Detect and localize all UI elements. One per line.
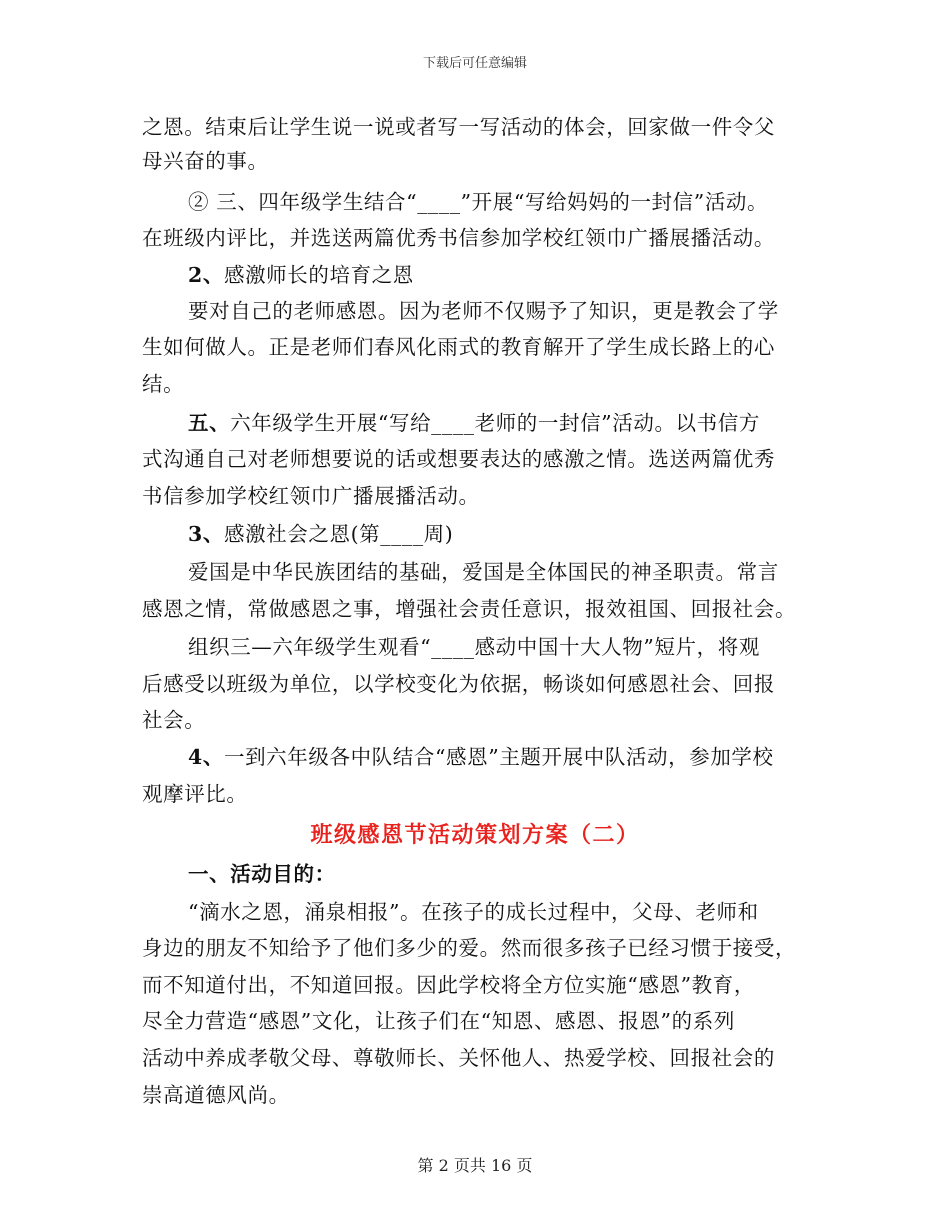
list-marker: 五、 <box>188 411 231 435</box>
body-line: 式沟通自己对老师想要说的话或想要表达的感激之情。选送两篇优秀 <box>142 447 775 471</box>
body-line: ② 三、四年级学生结合“____”开展“写给妈妈的一封信”活动。 <box>188 190 769 214</box>
subheading-teachers: 2、感激师长的培育之恩 <box>188 263 414 287</box>
section-title: 班级感恩节活动策划方案（二） <box>310 822 640 848</box>
body-line: 后感受以班级为单位，以学校变化为依据，畅谈如何感恩社会、回报 <box>142 672 775 696</box>
body-line: 社会。 <box>142 708 206 732</box>
body-line: 观摩评比。 <box>142 782 248 806</box>
purpose-line: “滴水之恩，涌泉相报”。在孩子的成长过程中，父母、老师和 <box>188 900 759 924</box>
body-line: 爱国是中华民族团结的基础，爱国是全体国民的神圣职责。常言 <box>188 560 779 584</box>
purpose-line: 崇高道德风尚。 <box>142 1083 290 1107</box>
subheading-society: 3、感激社会之恩(第____周) <box>188 522 454 546</box>
list-marker: 4、 <box>188 745 224 769</box>
body-line: 母兴奋的事。 <box>142 149 269 173</box>
body-line: 要对自己的老师感恩。因为老师不仅赐予了知识，更是教会了学 <box>188 299 779 323</box>
body-line: 五、六年级学生开展“写给____老师的一封信”活动。以书信方 <box>188 411 760 435</box>
body-line: 组织三—六年级学生观看“____感动中国十大人物”短片，将观 <box>188 635 760 659</box>
body-line: 书信参加学校红领巾广播展播活动。 <box>142 484 480 508</box>
page-header-note: 下载后可任意编辑 <box>422 56 527 71</box>
purpose-line: 活动中养成孝敬父母、尊敬师长、关怀他人、热爱学校、回报社会的 <box>142 1046 775 1070</box>
body-line: 结。 <box>142 372 185 396</box>
body-line: 4、一到六年级各中队结合“感恩”主题开展中队活动，参加学校 <box>188 745 774 769</box>
body-line: 在班级内评比，并选送两篇优秀书信参加学校红领巾广播展播活动。 <box>142 226 775 250</box>
body-line: 感恩之情，常做感恩之事，增强社会责任意识，报效祖国、回报社会。 <box>142 597 797 621</box>
page-number: 第 2 页共 16 页 <box>417 1156 533 1175</box>
body-line: 生如何做人。正是老师们春风化雨式的教育解开了学生成长路上的心 <box>142 335 775 359</box>
list-marker: 3、 <box>188 522 224 546</box>
purpose-line: 尽全力营造“感恩”文化，让孩子们在“知恩、感恩、报恩”的系列 <box>142 1009 735 1033</box>
body-line: 之恩。结束后让学生说一说或者写一写活动的体会，回家做一件令父 <box>142 115 775 139</box>
purpose-heading: 一、活动目的： <box>188 862 336 886</box>
list-marker: 2、 <box>188 263 224 287</box>
purpose-line: 身边的朋友不知给予了他们多少的爱。然而很多孩子已经习惯于接受， <box>142 936 797 960</box>
purpose-line: 而不知道付出，不知道回报。因此学校将全方位实施“感恩”教育， <box>142 973 755 997</box>
